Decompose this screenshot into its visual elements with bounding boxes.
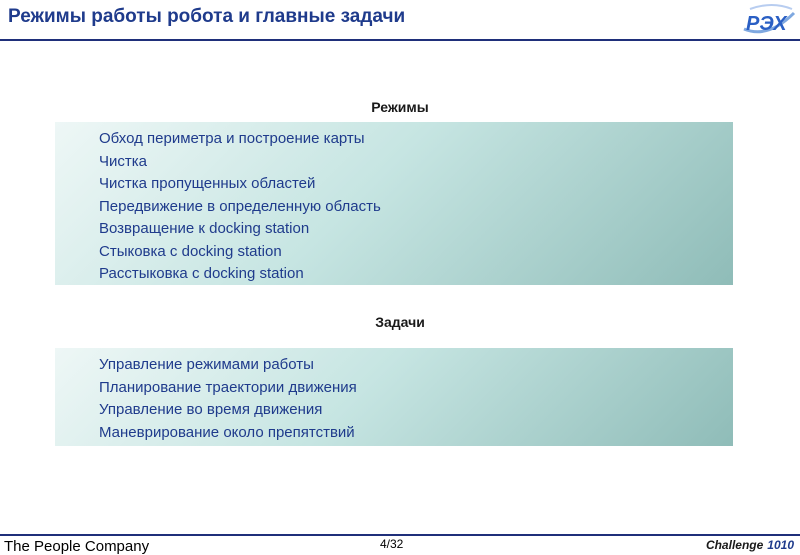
list-item: Управление режимами работы xyxy=(99,356,314,373)
list-item: Чистка пропущенных областей xyxy=(99,175,316,192)
list-item: Возвращение к docking station xyxy=(99,220,310,237)
logo-text: РЭХ xyxy=(746,13,787,35)
list-item: Чистка xyxy=(99,152,147,170)
company-logo xyxy=(738,3,798,39)
footer-divider xyxy=(0,534,800,536)
company-name: The People Company xyxy=(4,538,150,555)
list-item: Маневрирование около препятствий xyxy=(99,423,355,441)
list-item: Передвижение в определенную область xyxy=(99,197,381,215)
list-item: Обход периметра и построение карты xyxy=(99,130,365,147)
list-item: Расстыковка с docking station xyxy=(99,265,304,282)
list-item: Планирование траектории движения xyxy=(99,378,357,396)
modes-title: Режимы xyxy=(371,99,429,115)
challenge-label xyxy=(706,538,794,552)
list-item: Управление во время движения xyxy=(99,401,323,418)
page-number: 4/32 xyxy=(380,537,404,551)
tasks-panel xyxy=(55,348,733,446)
tasks-title: Задачи xyxy=(375,314,425,330)
challenge-text: Challenge xyxy=(705,538,764,552)
challenge-number: 1010 xyxy=(767,538,794,552)
page-title: Режимы работы робота и главные задачи xyxy=(8,6,406,27)
list-item: Стыковка с docking station xyxy=(99,242,282,260)
modes-panel xyxy=(55,122,733,285)
header-divider xyxy=(0,39,800,41)
